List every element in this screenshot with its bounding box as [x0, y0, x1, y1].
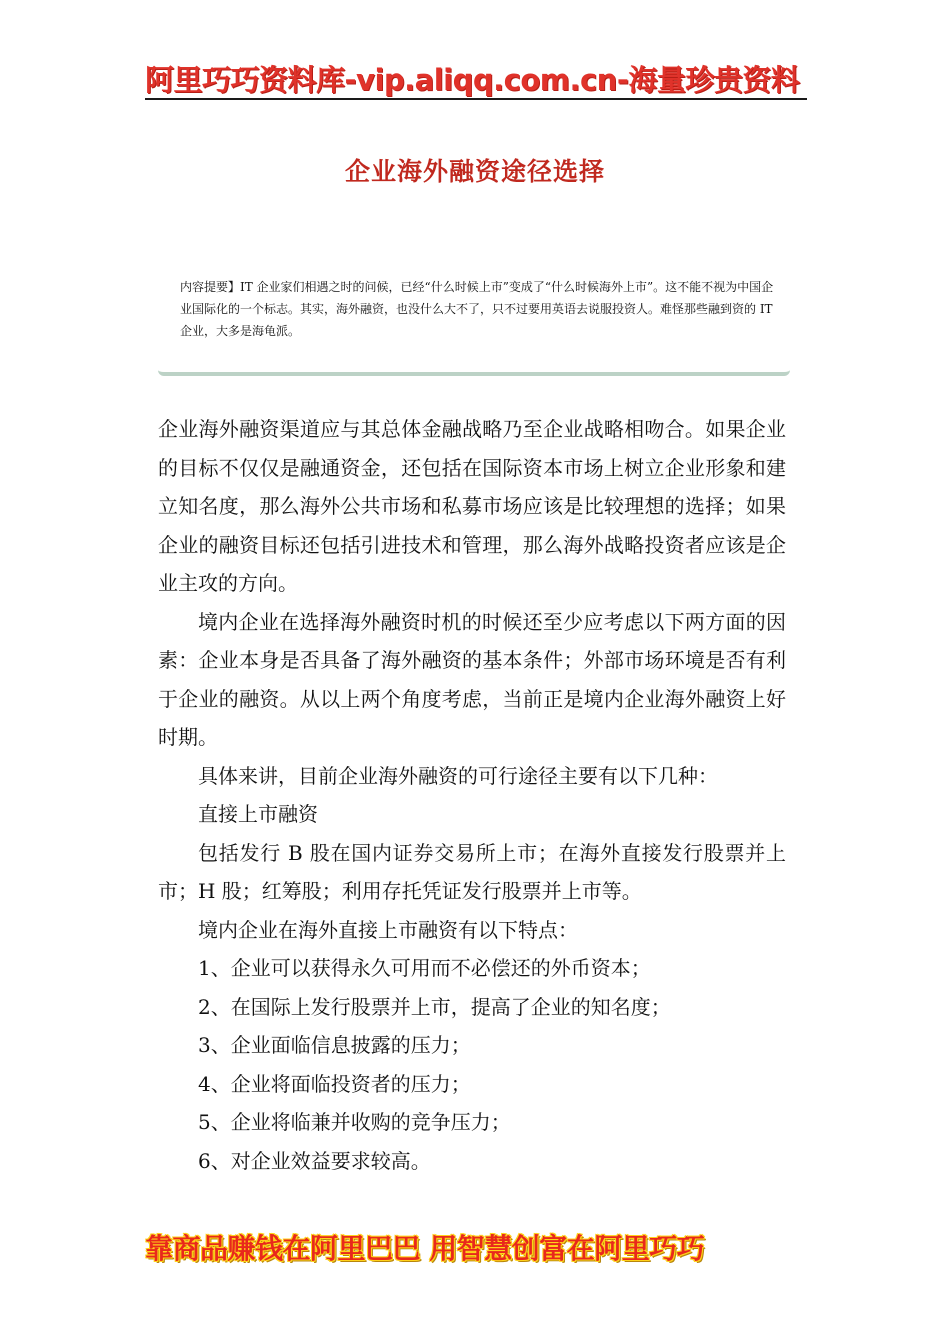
- document-title: 企业海外融资途径选择: [344, 157, 605, 186]
- paragraph: 包括发行 B 股在国内证券交易所上市；在海外直接发行股票并上市；H 股；红筹股；利用存托凭证发行股票并上市等。: [158, 840, 786, 903]
- list-item: 5、企业将临兼并收购的竞争压力；: [198, 1110, 511, 1134]
- header-banner: 阿里巧巧资料库-vip.aliqq.com.cn-海量珍贵资料: [145, 63, 800, 97]
- summary-box: [158, 268, 790, 376]
- section-heading: 直接上市融资: [198, 802, 318, 826]
- paragraph: 具体来讲，目前企业海外融资的可行途径主要有以下几种：: [198, 763, 718, 788]
- document-body: [158, 410, 786, 1180]
- paragraph: 企业海外融资渠道应与其总体金融战略乃至企业战略相吻合。如果企业的目标不仅仅是融通资金，还包括在国际资本市场上树立企业形象和建立知名度，那么海外公共市场和私募市场应该是比较理想的选择；如果企业的融资目标还包括引进技术和管理，那么海外战略投资者应该是企业主攻的方向。: [158, 417, 786, 595]
- list-item: 4、企业将面临投资者的压力；: [198, 1071, 471, 1096]
- footer-banner: 靠商品赚钱在阿里巴巴 用智慧创富在阿里巧巧: [145, 1232, 705, 1265]
- list-item: 1、企业可以获得永久可用而不必偿还的外币资本；: [198, 956, 651, 980]
- paragraph: 境内企业在选择海外融资时机的时候还至少应考虑以下两方面的因素：企业本身是否具备了海外融资的基本条件；外部市场环境是否有利于企业的融资。从以上两个角度考虑，当前正是境内企业海外融资上好时期。: [158, 609, 786, 749]
- list-item: 6、对企业效益要求较高。: [198, 1148, 431, 1173]
- list-item: 2、在国际上发行股票并上市，提高了企业的知名度；: [198, 994, 671, 1019]
- summary-text: 内容提要】IT 企业家们相遇之时的问候，已经“什么时候上市”变成了“什么时候海外上市”。这不能不视为中国企业国际化的一个标志。其实，海外融资，也没什么大不了，只不过要用英语去说服投资人。难怪那些融到资的 IT 企业，大多是海龟派。: [180, 280, 774, 338]
- list-item: 3、企业面临信息披露的压力；: [198, 1033, 471, 1057]
- paragraph: 境内企业在海外直接上市融资有以下特点：: [198, 917, 578, 942]
- header-divider: [145, 98, 807, 100]
